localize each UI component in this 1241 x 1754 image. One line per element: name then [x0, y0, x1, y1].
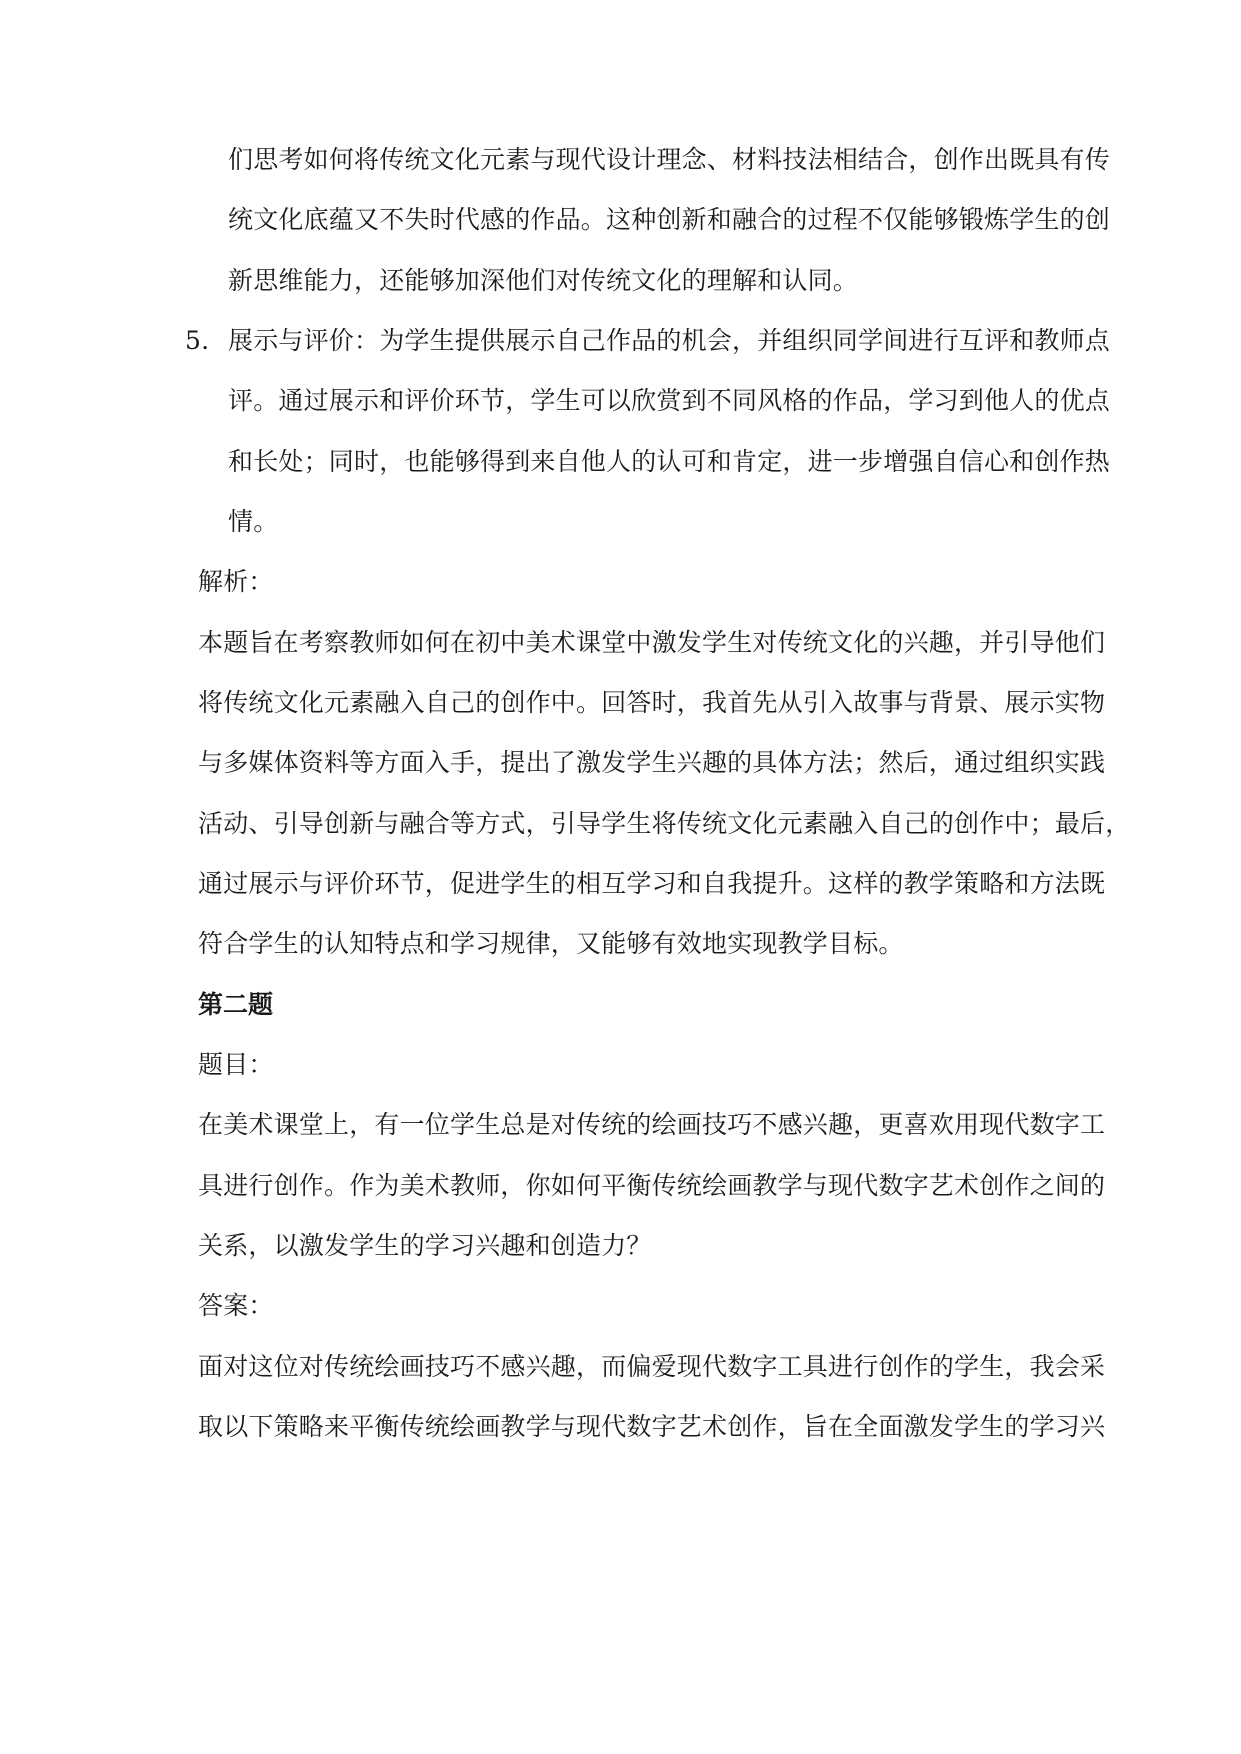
analysis-line-2: 将传统文化元素融入自己的创作中。回答时，我首先从引入故事与背景、展示实物 [198, 688, 1106, 717]
item5-line-4: 情。 [228, 507, 279, 536]
analysis-line-5: 通过展示与评价环节，促进学生的相互学习和自我提升。这样的教学策略和方法既 [198, 869, 1106, 898]
question-label: 题目： [198, 1050, 274, 1079]
question-line-1: 在美术课堂上，有一位学生总是对传统的绘画技巧不感兴趣，更喜欢用现代数字工 [198, 1110, 1106, 1139]
analysis-label: 解析： [198, 567, 274, 596]
answer-label: 答案： [198, 1291, 274, 1320]
analysis-line-6: 符合学生的认知特点和学习规律，又能够有效地实现教学目标。 [198, 929, 904, 958]
item4-line-3: 新思维能力，还能够加深他们对传统文化的理解和认同。 [228, 266, 859, 295]
question-line-3: 关系，以激发学生的学习兴趣和创造力？ [198, 1231, 652, 1260]
section-heading: 第二题 [198, 990, 274, 1019]
item5-line-2: 评。通过展示和评价环节，学生可以欣赏到不同风格的作品，学习到他人的优点 [228, 386, 1111, 415]
item4-line-1: 们思考如何将传统文化元素与现代设计理念、材料技法相结合，创作出既具有传 [228, 145, 1111, 174]
item4-line-2: 统文化底蕴又不失时代感的作品。这种创新和融合的过程不仅能够锻炼学生的创 [228, 205, 1111, 234]
answer-line-1: 面对这位对传统绘画技巧不感兴趣，而偏爱现代数字工具进行创作的学生，我会采 [198, 1352, 1106, 1381]
analysis-line-1: 本题旨在考察教师如何在初中美术课堂中激发学生对传统文化的兴趣，并引导他们 [198, 628, 1106, 657]
item5-number: 5. [185, 326, 210, 355]
item5-line-1: 展示与评价：为学生提供展示自己作品的机会，并组织同学间进行互评和教师点 [228, 326, 1111, 355]
item5-line-3: 和长处；同时，也能够得到来自他人的认可和肯定，进一步增强自信心和创作热 [228, 447, 1111, 476]
analysis-line-3: 与多媒体资料等方面入手，提出了激发学生兴趣的具体方法；然后，通过组织实践 [198, 748, 1106, 777]
analysis-line-4: 活动、引导创新与融合等方式，引导学生将传统文化元素融入自己的创作中；最后， [198, 809, 1131, 838]
answer-line-2: 取以下策略来平衡传统绘画教学与现代数字艺术创作，旨在全面激发学生的学习兴 [198, 1412, 1106, 1441]
question-line-2: 具进行创作。作为美术教师，你如何平衡传统绘画教学与现代数字艺术创作之间的 [198, 1171, 1106, 1200]
